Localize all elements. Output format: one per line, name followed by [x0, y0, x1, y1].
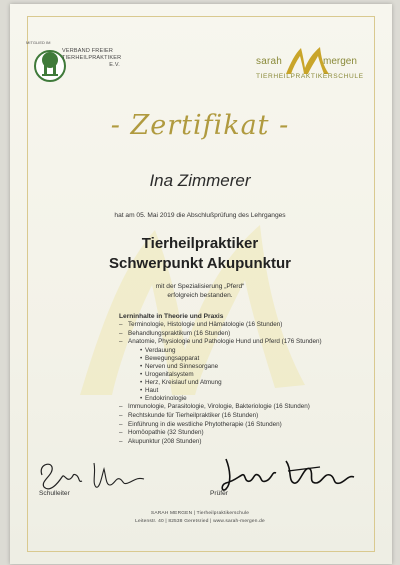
course-title-line: Tierheilpraktiker — [141, 235, 259, 252]
footer-line: Leitenstr. 40 | 82538 Geretsried | www.sarah-mergen.de — [135, 519, 265, 524]
signature-label-right: Prüfer — [210, 490, 228, 497]
exam-line: hat am 05. Mai 2019 die Abschlußprüfung des Lehrganges — [114, 212, 286, 219]
association-caption: MITGLIED IM — [26, 40, 51, 45]
list-item: – Behandlungspraktikum (16 Stunden) — [119, 329, 231, 337]
school-head-signature — [36, 455, 156, 495]
association-name — [62, 48, 126, 69]
footer-line: SARAH MERGEN | Tierheilpraktikerschule — [150, 511, 250, 516]
learning-content — [119, 313, 322, 446]
sub-list-item: • Haut — [140, 387, 159, 395]
examiner-signature — [220, 455, 360, 495]
school-name-last: mergen — [323, 56, 357, 67]
association-name-line: E.V. — [109, 62, 120, 68]
recipient-name: Ina Zimmerer — [149, 171, 251, 190]
list-item: – Akupunktur (208 Stunden) — [119, 437, 202, 445]
school-subtitle: TIERHEILPRAKTIKERSCHULE — [256, 73, 364, 80]
school-name-first: sarah — [256, 56, 283, 67]
sub-list-item: • Nerven und Sinnesorgane — [140, 362, 219, 370]
passed-line: erfolgreich bestanden. — [167, 292, 233, 299]
list-item: – Immunologie, Parasitologie, Virologie, Bakteriologie (16 Stunden) — [119, 403, 310, 411]
sub-list-item: • Bewegungsapparat — [140, 354, 200, 362]
content-heading: Lerninhalte in Theorie und Praxis — [119, 313, 224, 320]
sub-list-item: • Endokrinologie — [140, 395, 187, 403]
course-title — [0, 234, 400, 274]
association-name-line: VERBAND FREIER — [62, 48, 114, 54]
signature-label-left: Schulleiter — [39, 490, 70, 497]
certificate-title: - Zertifikat - — [110, 110, 290, 141]
list-item: – Rechtskunde für Tierheilpraktiker (16 Stunden) — [119, 412, 259, 420]
list-item: – Terminologie, Histologie und Hämatologie (16 Stunden) — [119, 321, 283, 328]
sub-list-item: • Herz, Kreislauf und Atmung — [140, 379, 222, 387]
sub-list-item: • Verdauung — [140, 346, 176, 354]
list-item: – Einführung in die westliche Phytotherapie (16 Stunden) — [119, 420, 282, 428]
sub-list-item: • Urogenitalsystem — [140, 371, 194, 379]
list-item: – Anatomie, Physiologie und Pathologie Hund und Pferd (176 Stunden) — [119, 338, 322, 346]
association-name-line: TIERHEILPRAKTIKER — [62, 55, 122, 61]
specialization-line: mit der Spezialisierung „Pferd“ — [155, 283, 245, 290]
list-item: – Homöopathie (32 Stunden) — [119, 429, 204, 437]
course-title-line: Schwerpunkt Akupunktur — [109, 255, 291, 272]
